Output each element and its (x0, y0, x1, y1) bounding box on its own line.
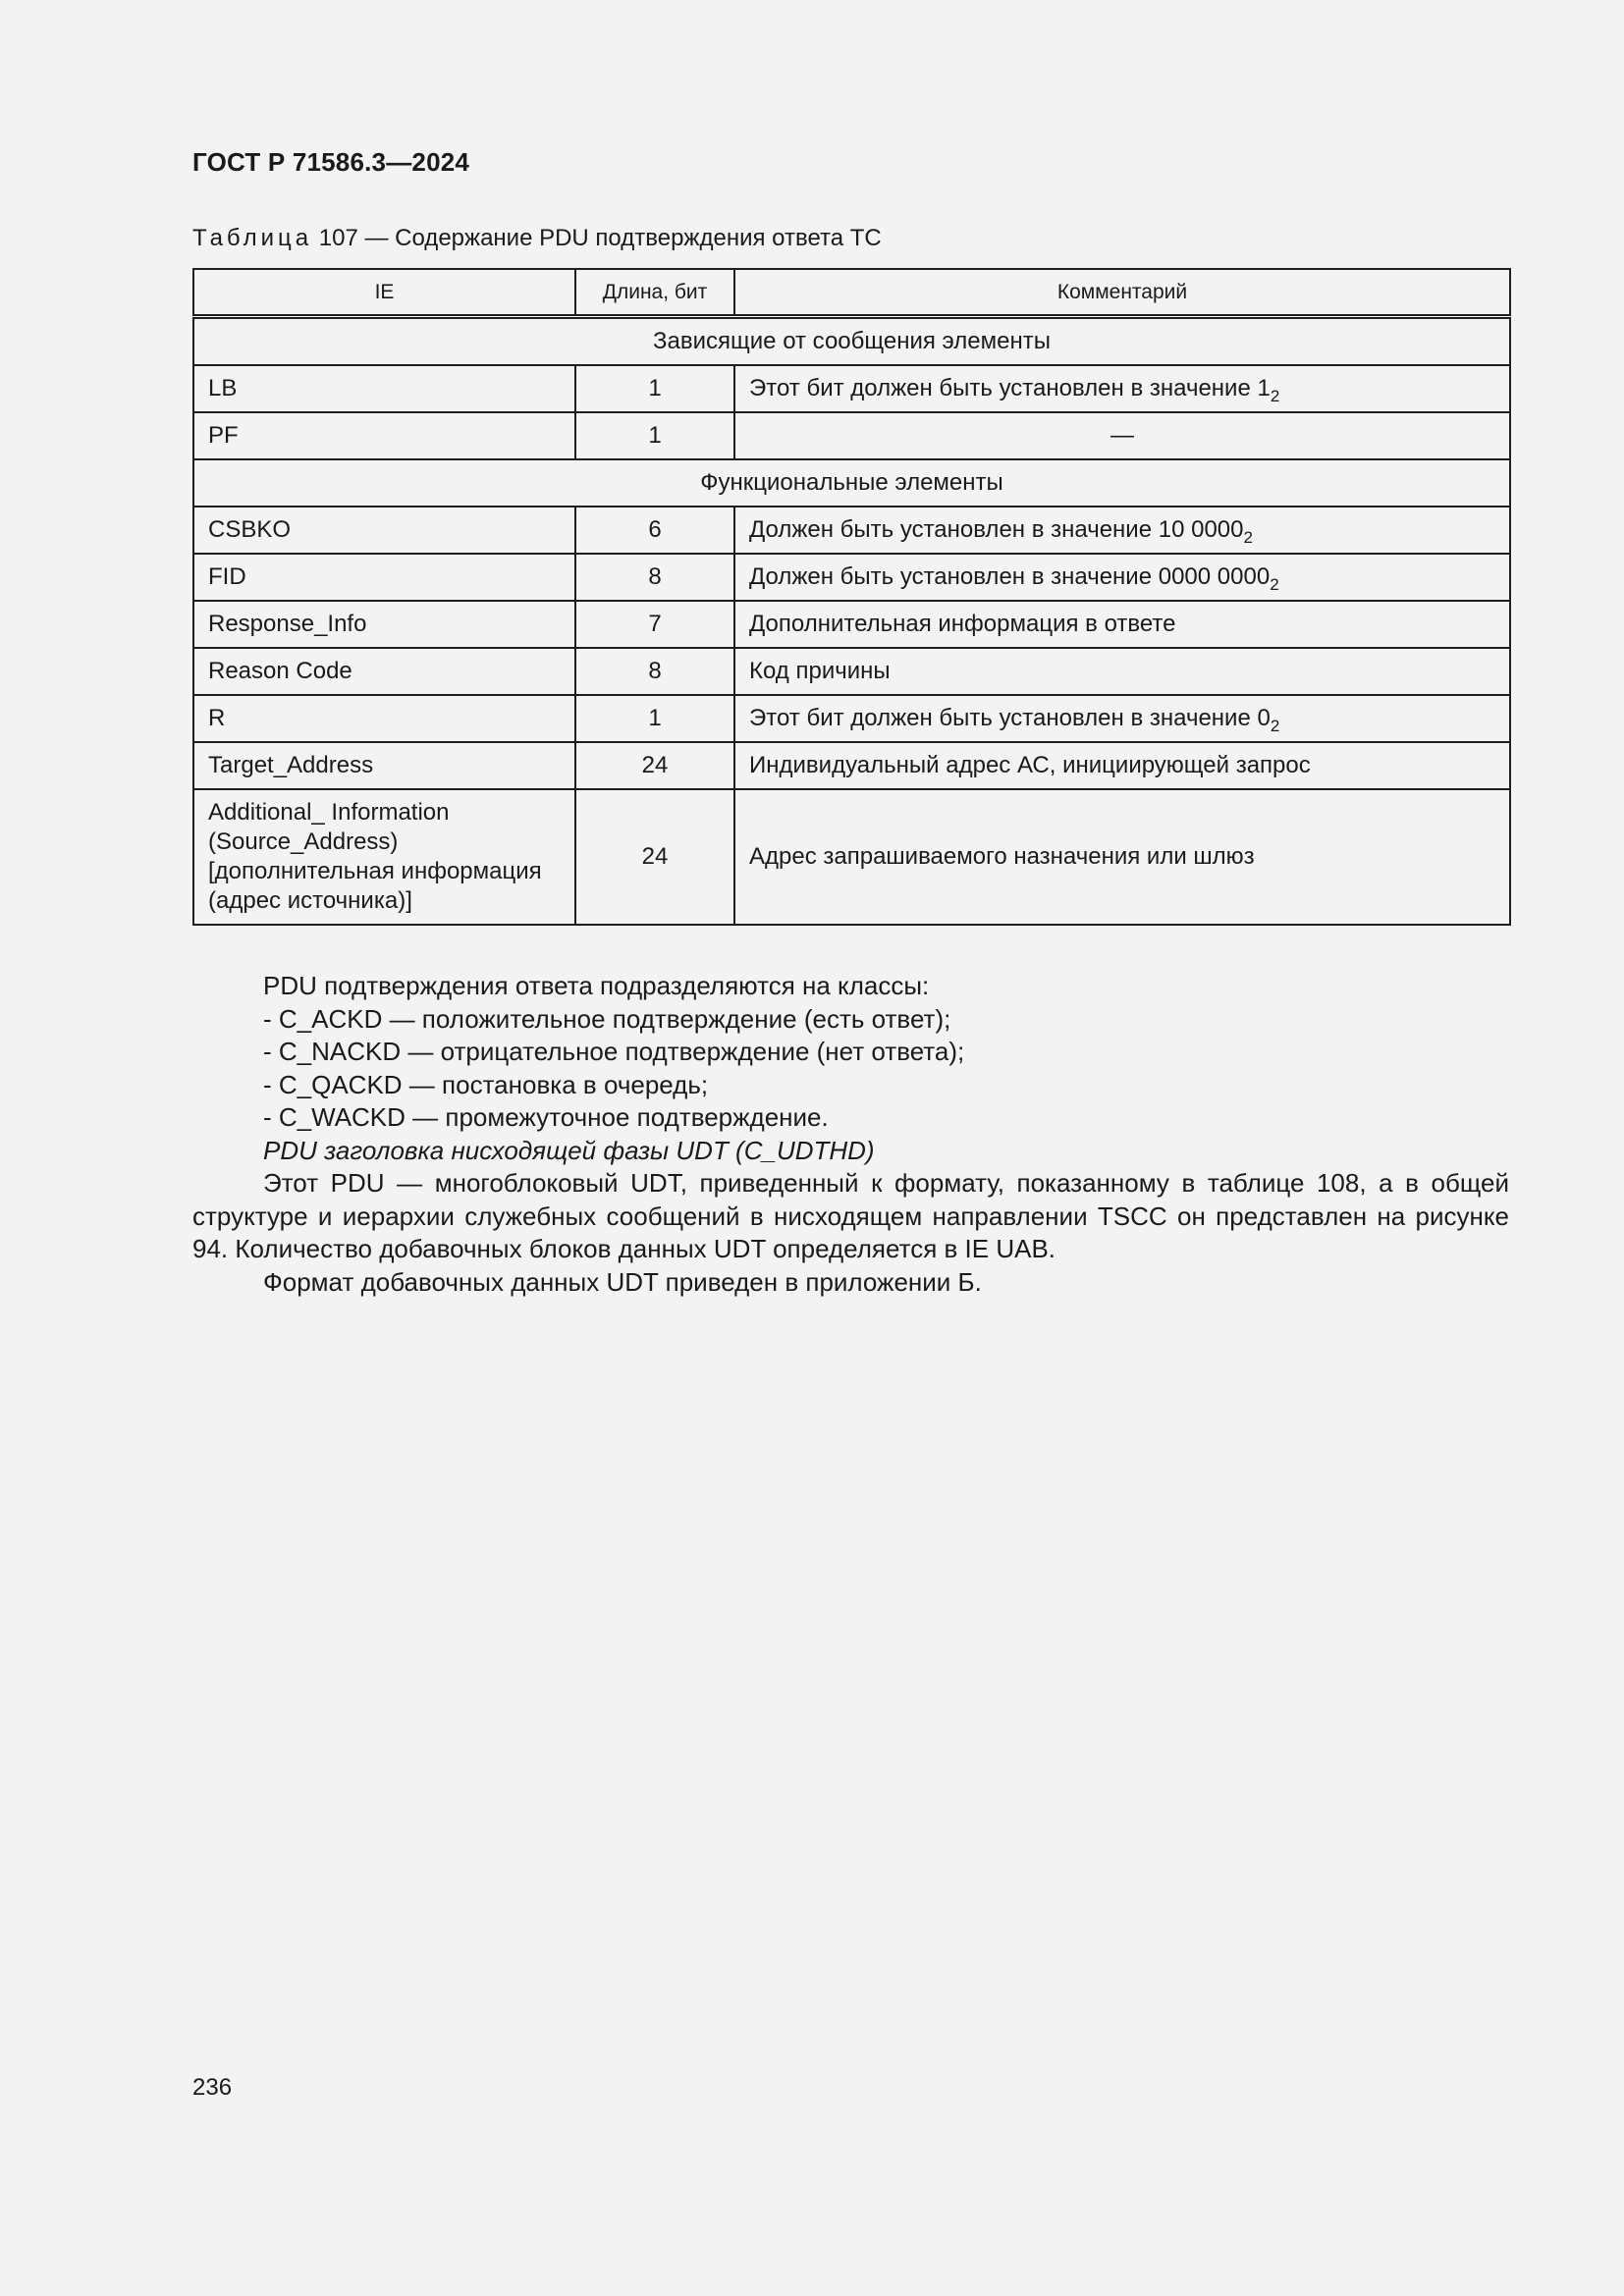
cell-length: 1 (575, 695, 734, 742)
table-caption-label: Таблица (192, 225, 313, 251)
cell-comment (734, 365, 1510, 412)
paragraph: Формат добавочных данных UDT приведен в приложении Б. (263, 1266, 982, 1297)
document-header: ГОСТ Р 71586.3—2024 (192, 147, 470, 177)
paragraph: Этот PDU — многоблоковый UDT, приведенный к формату, показанному в таблице 108, а в общей структуре и иерархии служебных сообщений в нисходящем направлении TSCC он представлен на рисунке 94. Количество добавочных блоков данных UDT определяется в IE UAB. (192, 1168, 1509, 1263)
cell-length: 6 (575, 507, 734, 554)
comment-text: Этот бит должен быть установлен в значение 1 (749, 375, 1271, 401)
table-row (193, 789, 1510, 925)
ie-line: [дополнительная информация (208, 858, 542, 884)
classes-intro: PDU подтверждения ответа подразделяются на классы: (263, 971, 930, 1000)
comment-text: Должен быть установлен в значение 0000 0000 (749, 563, 1271, 590)
cell-comment: Адрес запрашиваемого назначения или шлюз (734, 789, 1510, 925)
table-row (193, 648, 1510, 695)
comment-subscript: 2 (1270, 575, 1279, 594)
page-number: 236 (192, 2074, 233, 2101)
cell-ie: PF (193, 412, 575, 459)
section-title: Зависящие от сообщения элементы (193, 317, 1510, 366)
cell-comment (734, 554, 1510, 601)
comment-text: Этот бит должен быть установлен в значение 0 (749, 705, 1271, 731)
comment-text: Должен быть установлен в значение 10 0000 (749, 516, 1244, 543)
cell-comment: — (734, 412, 1510, 459)
cell-ie: Response_Info (193, 601, 575, 648)
cell-ie (193, 789, 575, 925)
class-list-item: - C_ACKD — положительное подтверждение (есть ответ); (263, 1003, 951, 1034)
comment-subscript: 2 (1270, 717, 1280, 735)
table-row (193, 554, 1510, 601)
ie-line: (адрес источника)] (208, 887, 412, 914)
table-row (193, 412, 1510, 459)
cell-length: 7 (575, 601, 734, 648)
section-row (193, 459, 1510, 507)
subheading: PDU заголовка нисходящей фазы UDT (C_UDTHD) (263, 1135, 875, 1165)
ie-line: (Source_Address) (208, 828, 399, 855)
cell-ie: Target_Address (193, 742, 575, 789)
table-row (193, 601, 1510, 648)
cell-length: 24 (575, 789, 734, 925)
table-caption (192, 225, 882, 252)
comment-subscript: 2 (1270, 387, 1280, 405)
table-row (193, 365, 1510, 412)
table-caption-text: 107 — Содержание PDU подтверждения ответа ТС (312, 225, 882, 251)
cell-length: 8 (575, 648, 734, 695)
comment-subscript: 2 (1243, 528, 1253, 547)
cell-ie: Reason Code (193, 648, 575, 695)
table-header-row (193, 269, 1510, 317)
column-header-comment: Комментарий (734, 269, 1510, 317)
table-row (193, 507, 1510, 554)
section-row (193, 317, 1510, 366)
column-header-length: Длина, бит (575, 269, 734, 317)
cell-length: 1 (575, 412, 734, 459)
pdu-table (192, 268, 1511, 926)
body-text (192, 970, 1509, 1299)
class-list-item: - C_WACKD — промежуточное подтверждение. (263, 1102, 829, 1132)
cell-length: 8 (575, 554, 734, 601)
class-list-item: - C_QACKD — постановка в очередь; (263, 1069, 709, 1099)
column-header-ie: IE (193, 269, 575, 317)
cell-comment: Код причины (734, 648, 1510, 695)
cell-comment: Индивидуальный адрес АС, инициирующей запрос (734, 742, 1510, 789)
table-row (193, 695, 1510, 742)
cell-ie: CSBKO (193, 507, 575, 554)
cell-comment: Дополнительная информация в ответе (734, 601, 1510, 648)
cell-length: 1 (575, 365, 734, 412)
cell-ie: R (193, 695, 575, 742)
cell-length: 24 (575, 742, 734, 789)
cell-comment (734, 695, 1510, 742)
ie-line: Additional_ Information (208, 799, 450, 826)
table-row (193, 742, 1510, 789)
cell-ie: LB (193, 365, 575, 412)
cell-ie: FID (193, 554, 575, 601)
class-list-item: - C_NACKD — отрицательное подтверждение (нет ответа); (263, 1037, 965, 1066)
cell-comment (734, 507, 1510, 554)
section-title: Функциональные элементы (193, 459, 1510, 507)
